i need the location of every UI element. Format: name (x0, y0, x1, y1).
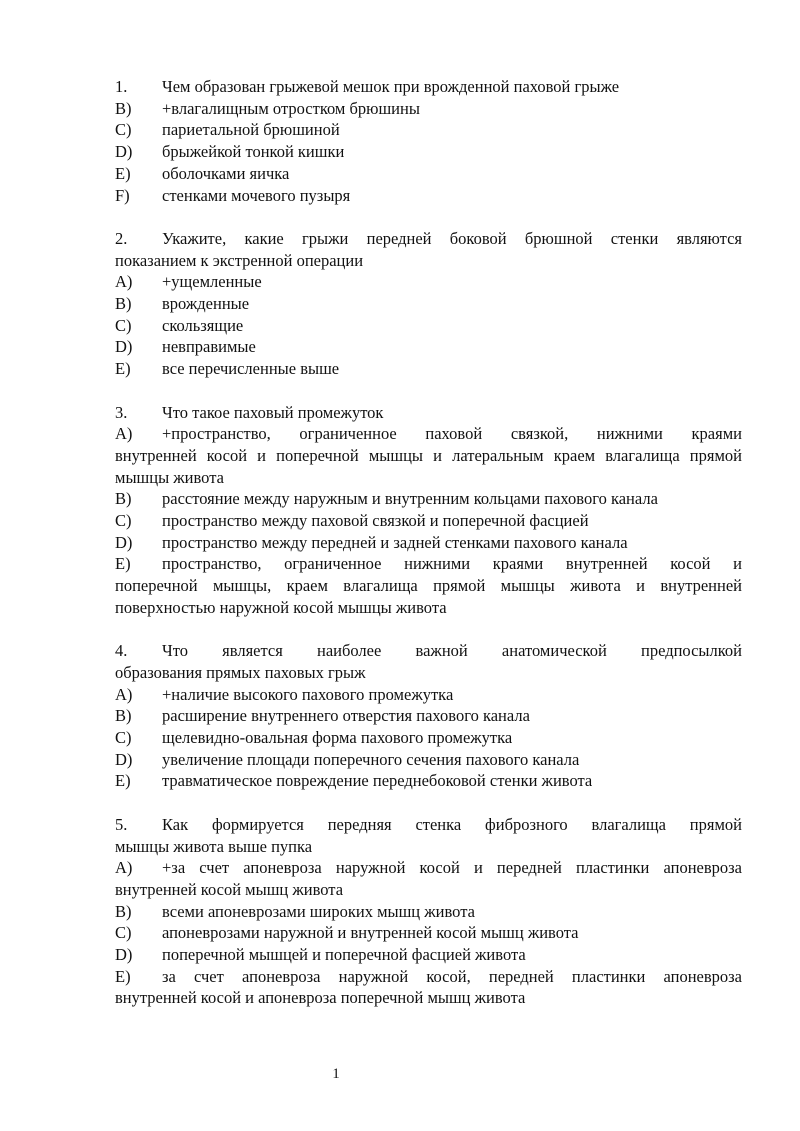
option-text: +наличие высокого пахового промежутка (162, 684, 454, 704)
option-text: париетальной брюшиной (162, 120, 340, 140)
option-text: брыжейкой тонкой кишки (162, 142, 345, 162)
question-text-line2: мышцы живота выше пупка (115, 836, 313, 856)
question-line (115, 228, 742, 250)
answer-option (115, 966, 742, 988)
option-text-continuation: внутренней косой мышц живота (115, 879, 344, 899)
option-letter: C) (115, 511, 132, 531)
option-text: расширение внутреннего отверстия пахового канала (162, 706, 530, 726)
answer-option (115, 684, 742, 706)
answer-option (115, 922, 742, 944)
option-letter: D) (115, 337, 133, 357)
option-letter: E) (115, 771, 131, 791)
answer-option (115, 315, 742, 337)
question-line (115, 640, 742, 662)
option-text-line1: +пространство, ограниченное паховой связкой, нижними краями (162, 424, 742, 444)
test-content (115, 76, 742, 1031)
question-text: Чем образован грыжевой мешок при врожденной паховой грыже (162, 77, 620, 96)
question-line (115, 76, 742, 98)
answer-option (115, 141, 742, 163)
question-5 (115, 814, 742, 1009)
question-text: Что такое паховый промежуток (162, 402, 384, 422)
answer-option (115, 163, 742, 185)
answer-option (115, 271, 742, 293)
option-letter: B) (115, 294, 132, 314)
answer-option (115, 944, 742, 966)
option-text: все перечисленные выше (162, 359, 340, 379)
answer-option (115, 770, 742, 792)
answer-option (115, 857, 742, 879)
page-number: 1 (332, 1066, 340, 1082)
option-text: всеми апоневрозами широких мышц живота (162, 901, 475, 921)
option-text: +ущемленные (162, 272, 262, 292)
answer-option (115, 532, 742, 554)
answer-option (115, 358, 742, 380)
option-letter: C) (115, 728, 132, 748)
question-line (115, 402, 742, 424)
option-letter: A) (115, 272, 133, 292)
option-text: оболочками яичка (162, 163, 290, 183)
question-number: 4. (115, 641, 128, 661)
option-letter: E) (115, 163, 131, 183)
option-text: невправимые (162, 337, 256, 357)
answer-option (115, 423, 742, 445)
option-letter: B) (115, 489, 132, 509)
answer-option (115, 705, 742, 727)
option-letter: B) (115, 901, 132, 921)
option-text: пространство между передней и задней стенками пахового канала (162, 532, 628, 552)
answer-option (115, 119, 742, 141)
option-letter: E) (115, 554, 131, 574)
answer-option (115, 488, 742, 510)
answer-option (115, 901, 742, 923)
option-letter: D) (115, 532, 133, 552)
option-text-continuation: внутренней косой и апоневроза поперечной мышц живота (115, 988, 526, 1008)
answer-option (115, 510, 742, 532)
option-text: увеличение площади поперечного сечения пахового канала (162, 749, 580, 769)
option-text: поперечной мышцей и поперечной фасцией живота (162, 945, 526, 965)
option-text: скользящие (162, 315, 244, 335)
option-letter: D) (115, 749, 133, 769)
question-text-line2: образования прямых паховых грыж (115, 662, 366, 682)
option-text-continuation: поперечной мышцы, краем влагалища прямой мышцы живота и внутренней поверхностью наружной косой мышцы живота (115, 576, 742, 617)
answer-option (115, 336, 742, 358)
option-letter: A) (115, 424, 133, 444)
option-text-line1: за счет апоневроза наружной косой, передней пластинки апоневроза (162, 966, 742, 986)
answer-option (115, 98, 742, 120)
question-text-line1: Как формируется передняя стенка фиброзного влагалища прямой (162, 814, 742, 834)
option-text: врожденные (162, 294, 250, 314)
question-2 (115, 228, 742, 380)
option-text-continuation: внутренней косой и поперечной мышцы и латеральным краем влагалища прямой мышцы живота (115, 445, 742, 487)
option-letter: D) (115, 142, 133, 162)
option-letter: C) (115, 923, 132, 943)
question-3 (115, 402, 742, 619)
question-4 (115, 640, 742, 792)
answer-option (115, 553, 742, 575)
question-line (115, 814, 742, 836)
option-letter: D) (115, 945, 133, 965)
answer-option (115, 749, 742, 771)
question-number: 5. (115, 814, 128, 834)
option-text: +влагалищным отростком брюшины (162, 98, 420, 118)
answer-option (115, 293, 742, 315)
question-1 (115, 76, 742, 206)
option-letter: C) (115, 120, 132, 140)
option-letter: B) (115, 706, 132, 726)
question-text-line1: Укажите, какие грыжи передней боковой брюшной стенки являются (162, 228, 742, 248)
option-text-line1: +за счет апоневроза наружной косой и передней пластинки апоневроза (162, 858, 742, 878)
option-text: расстояние между наружным и внутренним кольцами пахового канала (162, 489, 658, 509)
answer-option (115, 185, 742, 207)
answer-option (115, 727, 742, 749)
question-number: 3. (115, 402, 128, 422)
option-text: щелевидно-овальная форма пахового промежутка (162, 728, 513, 748)
option-text: стенками мочевого пузыря (162, 185, 351, 205)
question-text-line2: показанием к экстренной операции (115, 250, 364, 270)
option-text-line1: пространство, ограниченное нижними краями внутренней косой и (162, 554, 742, 574)
question-text-line1: Что является наиболее важной анатомической предпосылкой (162, 641, 742, 661)
option-letter: C) (115, 315, 132, 335)
option-letter: E) (115, 966, 131, 986)
option-letter: A) (115, 858, 133, 878)
option-text: травматическое повреждение переднебоковой стенки живота (162, 771, 593, 791)
question-number: 1. (115, 77, 128, 96)
option-text: пространство между паховой связкой и поперечной фасцией (162, 511, 589, 531)
option-text: апоневрозами наружной и внутренней косой мышц живота (162, 923, 579, 943)
option-letter: F) (115, 185, 130, 205)
option-letter: A) (115, 684, 133, 704)
question-number: 2. (115, 228, 128, 248)
option-letter: B) (115, 98, 132, 118)
option-letter: E) (115, 359, 131, 379)
